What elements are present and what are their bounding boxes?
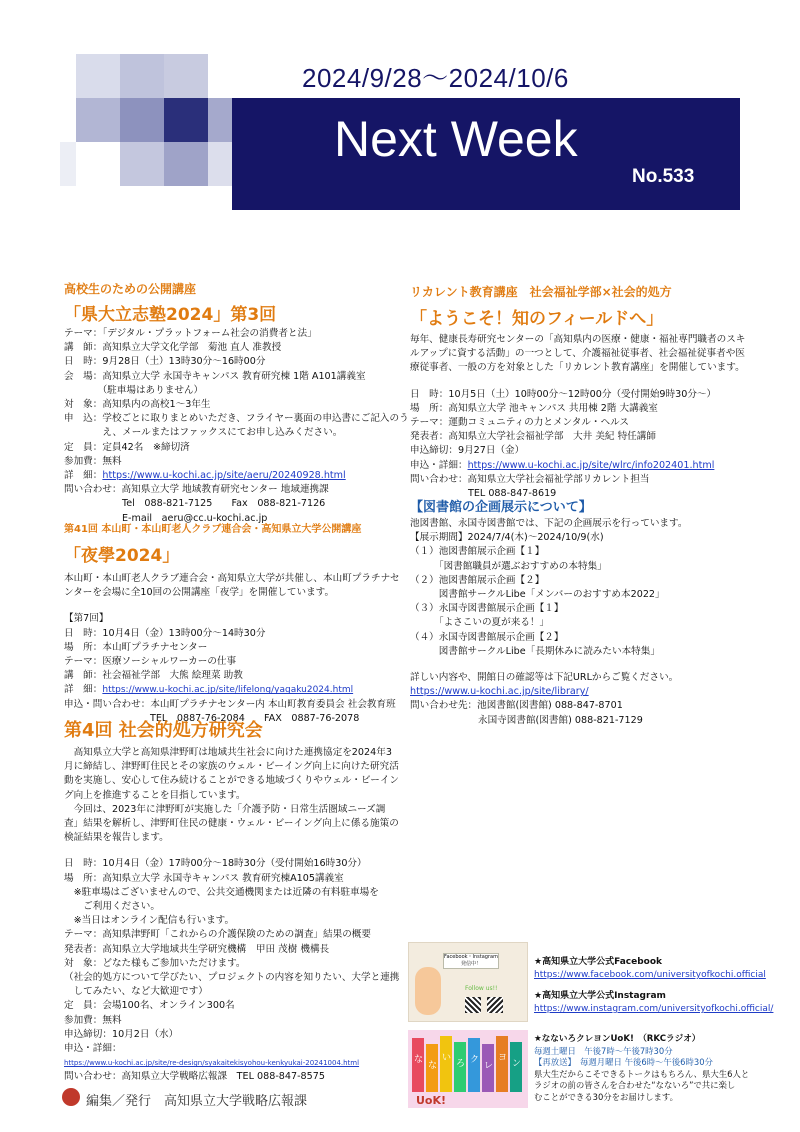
info-line: 申 込：学校ごとに取りまとめいただき、フライヤー裏面の申込書にご記入のう (64, 413, 409, 425)
detail-link[interactable]: https://www.u-kochi.ac.jp/site/lifelong/yagaku2024.html (102, 685, 354, 696)
section-yagaku (64, 520, 400, 726)
radio-line: 【再放送】 毎週月曜日 午後6時～午後6時30分 (534, 1057, 713, 1067)
intro-line: 月に締結し、津野町住民とその家族のウェル・ビーイング向上に向けた研究活 (64, 761, 399, 773)
info-line: 日 時：10月4日（金）13時00分～14時30分 (64, 627, 266, 639)
info-line: 図書館サークルLibe「メンバーのおすすめ本2022」 (410, 589, 665, 601)
info-line: 場 所：高知県立大学 池キャンパス 共用棟 2階 大講義室 (410, 402, 658, 414)
university-logo-icon (62, 1088, 80, 1106)
info-line: 日 時：10月5日（土）10時00分～12時00分（受付開始9時30分～） (410, 388, 717, 400)
info-line: 参加費：無料 (64, 455, 122, 467)
intro-line: ルアップに資する活動」の一つとして、介護福祉従事者、社会福祉従事者や医 (410, 348, 745, 360)
info-line: 対 象：高知県内の高校1～3年生 (64, 399, 211, 411)
info-line: 日 時：9月28日（土）13時30分～16時00分 (64, 356, 266, 368)
intro-line: 査」結果を解析し、津野町住民の健康・ウェル・ビーイング向上に係る施策の (64, 818, 399, 830)
library-link[interactable]: https://www.u-kochi.ac.jp/site/library/ (410, 686, 589, 698)
info-line: 参加費：無料 (64, 1014, 122, 1026)
crayon-char: な (428, 1061, 438, 1071)
crayon-char: ろ (456, 1059, 466, 1069)
detail-label: 詳 細： (64, 470, 103, 482)
info-line: テーマ：運動コミュニティの力とメンタル・ヘルス (410, 417, 630, 429)
info-line: え、メールまたはファックスにてお申し込みください。 (64, 427, 343, 439)
info-line: 【第7回】 (64, 613, 109, 625)
info-line: 申込締切：9月27日（金） (410, 445, 525, 457)
info-line: 場 所：高知県立大学 永国寺キャンパス 教育研究棟A105講義室 (64, 872, 344, 884)
info-line: してみたい、など大歓迎です） (64, 986, 208, 998)
contact-line: 問い合わせ：高知県立大学戦略広報課 TEL 088-847-8575 (64, 1071, 325, 1083)
facebook-link[interactable]: https://www.facebook.com/universityofkochi.official (534, 970, 766, 980)
intro-line: グ向上を推進することを目指しています。 (64, 789, 246, 801)
section-library (410, 496, 687, 728)
info-line: 定 員：定員42名 ※締切済 (64, 441, 190, 453)
radio-line: 毎週土曜日 午後7時～午後7時30分 (534, 1045, 673, 1056)
section-title: 「夜學2024」 (64, 546, 180, 566)
radio-promo-image (408, 1030, 528, 1108)
detail-label: 申込・詳細： (410, 459, 468, 471)
info-line: 対 象：どなた様もご参加いただけます。 (64, 957, 246, 969)
info-line: 「図書館職員が選ぶおすすめの本特集」 (410, 560, 607, 572)
info-line: 申込・詳細： (64, 1043, 122, 1055)
crayon-logo-text: UoK! (416, 1094, 447, 1107)
crayon-char: ヨ (498, 1053, 508, 1063)
note-line: 詳しい内容や、開館日の確認等は下記URLからご覧ください。 (410, 672, 679, 684)
intro-line: 今回は、2023年に津野町が実施した「介護予防・日常生活圏域ニーズ調 (64, 803, 386, 815)
crayon-char: な (414, 1055, 424, 1065)
info-line: テーマ：高知県津野町「これからの介護保険のための調査」結果の概要 (64, 929, 371, 941)
radio-line: むことができる30分をお届けします。 (534, 1091, 678, 1102)
mascot-icon (415, 967, 441, 1015)
instagram-link[interactable]: https://www.instagram.com/universityofkochi.official/ (534, 1004, 774, 1014)
section-title: 第4回 社会的処方研究会 (64, 720, 263, 741)
section-title: 「県大立志塾2024」第3回 (64, 305, 277, 325)
detail-link[interactable]: https://www.u-kochi.ac.jp/site/wlrc/info202401.html (467, 459, 715, 471)
info-line: 講 師：社会福祉学部 大熊 絵理菜 助教 (64, 670, 243, 682)
info-line: 発表者：高知県立大学地域共生学研究機構 甲田 茂樹 機構長 (64, 943, 330, 955)
info-line: 場 所：本山町プラチナセンター (64, 641, 208, 653)
info-line: 定 員：会場100名、オンライン300名 (64, 1000, 235, 1012)
info-line: （社会的処方について学びたい、プロジェクトの内容を知りたい、大学と連携 (64, 972, 400, 984)
crayon-char: レ (484, 1061, 494, 1071)
contact-line: 永国寺図書館(図書館) 088-821-7129 (478, 714, 643, 726)
section-title: 【図書館の企画展示について】 (410, 500, 592, 515)
radio-line: 県大生だからこそできるトークはもちろん、県大生6人と (534, 1068, 750, 1079)
info-line: （１）池図書館展示企画【１】 (410, 546, 545, 558)
info-line: テーマ：医療ソーシャルワーカーの仕事 (64, 656, 237, 668)
date-range: 2024/9/28～2024/10/6 (302, 63, 569, 93)
sns-links (534, 956, 773, 1016)
info-line: ※駐車場はございませんので、公共交通機関または近隣の有料駐車場を (64, 886, 379, 898)
intro-line: 毎年、健康長寿研究センターの「高知県内の医療・健康・福祉専門職者のスキ (410, 334, 746, 345)
section-subtitle: 第41回 本山町・本山町老人クラブ連合会・高知県立大学公開講座 (64, 524, 362, 535)
info-line: 申込締切：10月2日（水） (64, 1028, 179, 1040)
crayon-illustration (408, 1030, 528, 1108)
crayon-char: ン (512, 1059, 522, 1069)
contact-line: 問い合わせ先：池図書館(図書館) 088-847-8701 (410, 700, 623, 712)
info-line: 池図書館、永国寺図書館では、下記の企画展示を行っています。 (410, 518, 688, 529)
sns-promo-image (408, 942, 528, 1022)
section-subtitle: 高校生のための公開講座 (64, 282, 197, 296)
intro-line: 療従事者、一般の方を対象とした「リカレント教育講座」を開催しています。 (410, 362, 745, 374)
info-line: 【展示期間】2024/7/4(木)～2024/10/9(水) (410, 532, 604, 544)
intro-line: 動を実施し、安心して住み続けることができる地域づくりやウェル・ビーイン (64, 775, 400, 787)
qr-code-icon (487, 997, 503, 1013)
detail-link[interactable]: https://www.u-kochi.ac.jp/site/aeru/20240928.html (102, 470, 346, 482)
intro-line: 本山町・本山町老人クラブ連合会・高知県立大学が共催し、本山町プラチナセ (64, 573, 400, 584)
intro-line: 高知県立大学と高知県津野町は地域共生社会に向けた連携協定を2024年3 (64, 747, 392, 758)
contact-line: 問い合わせ：高知県立大学 地域教育研究センター 地域連携課 (64, 484, 329, 496)
contact-line: 問い合わせ：高知県立大学社会福祉学部リカレント担当 (410, 473, 650, 485)
promo-text: Follow us!! (465, 985, 498, 992)
info-line: 日 時：10月4日（金）17時00分～18時30分（受付開始16時30分） (64, 858, 367, 870)
info-line: テーマ：「デジタル・プラットフォーム社会の消費者と法」 (64, 328, 317, 339)
contact-email: E-mail aeru@cc.u-kochi.ac.jp (122, 512, 268, 524)
instagram-label: ★高知県立大学公式Instagram (534, 991, 666, 1001)
info-line: 「よさこいの夏が来る！」 (410, 617, 550, 629)
promo-text: Facebook・Instagram (444, 954, 498, 960)
info-line: （２）池図書館展示企画【２】 (410, 574, 545, 586)
section-subtitle: リカレント教育講座 社会福祉学部×社会的処方 (410, 285, 672, 299)
section-title: 「ようこそ！知のフィールドへ」 (410, 309, 664, 329)
qr-code-icon (465, 997, 481, 1013)
info-line: 発表者：高知県立大学社会福祉学部 大井 美紀 特任講師 (410, 431, 656, 443)
info-line: （３）永国寺図書館展示企画【１】 (410, 603, 564, 615)
info-line: ご利用ください。 (64, 901, 160, 913)
info-line: 講 師：高知県立大学文化学部 菊池 直人 准教授 (64, 342, 282, 354)
intro-line: 検証結果を報告します。 (64, 832, 169, 844)
info-line: ※当日はオンライン配信も行います。 (64, 915, 235, 927)
crayon-char: ク (470, 1055, 480, 1065)
crayon-char: い (442, 1053, 452, 1063)
section-recurrent (410, 283, 745, 501)
issue-number: No.533 (632, 166, 695, 187)
radio-line: ラジオの前の皆さんを合わせた“なないろ”で共に楽し (534, 1080, 736, 1090)
footer-publisher: 編集／発行 高知県立大学戦略広報課 (86, 1094, 308, 1109)
info-line: （駐車場はありません） (64, 384, 204, 396)
intro-line: ンターを会場に全10回の公開講座「夜学」を開催しています。 (64, 587, 335, 599)
newsletter-title: Next Week (334, 111, 578, 167)
contact-line: 申込・問い合わせ：本山町プラチナセンター内 本山町教育委員会 社会教育班 (64, 698, 396, 710)
info-line: 図書館サークルLibe「長期休みに読みたい本特集」 (410, 645, 660, 657)
section-social-prescribing (64, 716, 399, 1085)
radio-title: ★なないろクレヨンUoK! （RKCラジオ） (534, 1034, 701, 1044)
section-risshijuku (64, 280, 409, 526)
radio-info (534, 1034, 749, 1103)
contact-phone: TEL 0887-76-2084 FAX 0887-76-2078 (150, 712, 360, 724)
contact-phone: Tel 088-821-7125 Fax 088-821-7126 (122, 498, 326, 510)
info-line: 会 場：高知県立大学 永国寺キャンパス 教育研究棟 1階 A101講義室 (64, 370, 366, 382)
info-line: （４）永国寺図書館展示企画【２】 (410, 631, 564, 643)
detail-label: 詳 細： (64, 684, 103, 696)
promo-text: 発信中！ (460, 961, 481, 967)
contact-phone: TEL 088-847-8619 (468, 488, 557, 500)
detail-link[interactable]: https://www.u-kochi.ac.jp/site/re-design/syakaitekisyohou-kenkyukai-20241004.html (64, 1059, 360, 1068)
facebook-label: ★高知県立大学公式Facebook (534, 957, 662, 967)
